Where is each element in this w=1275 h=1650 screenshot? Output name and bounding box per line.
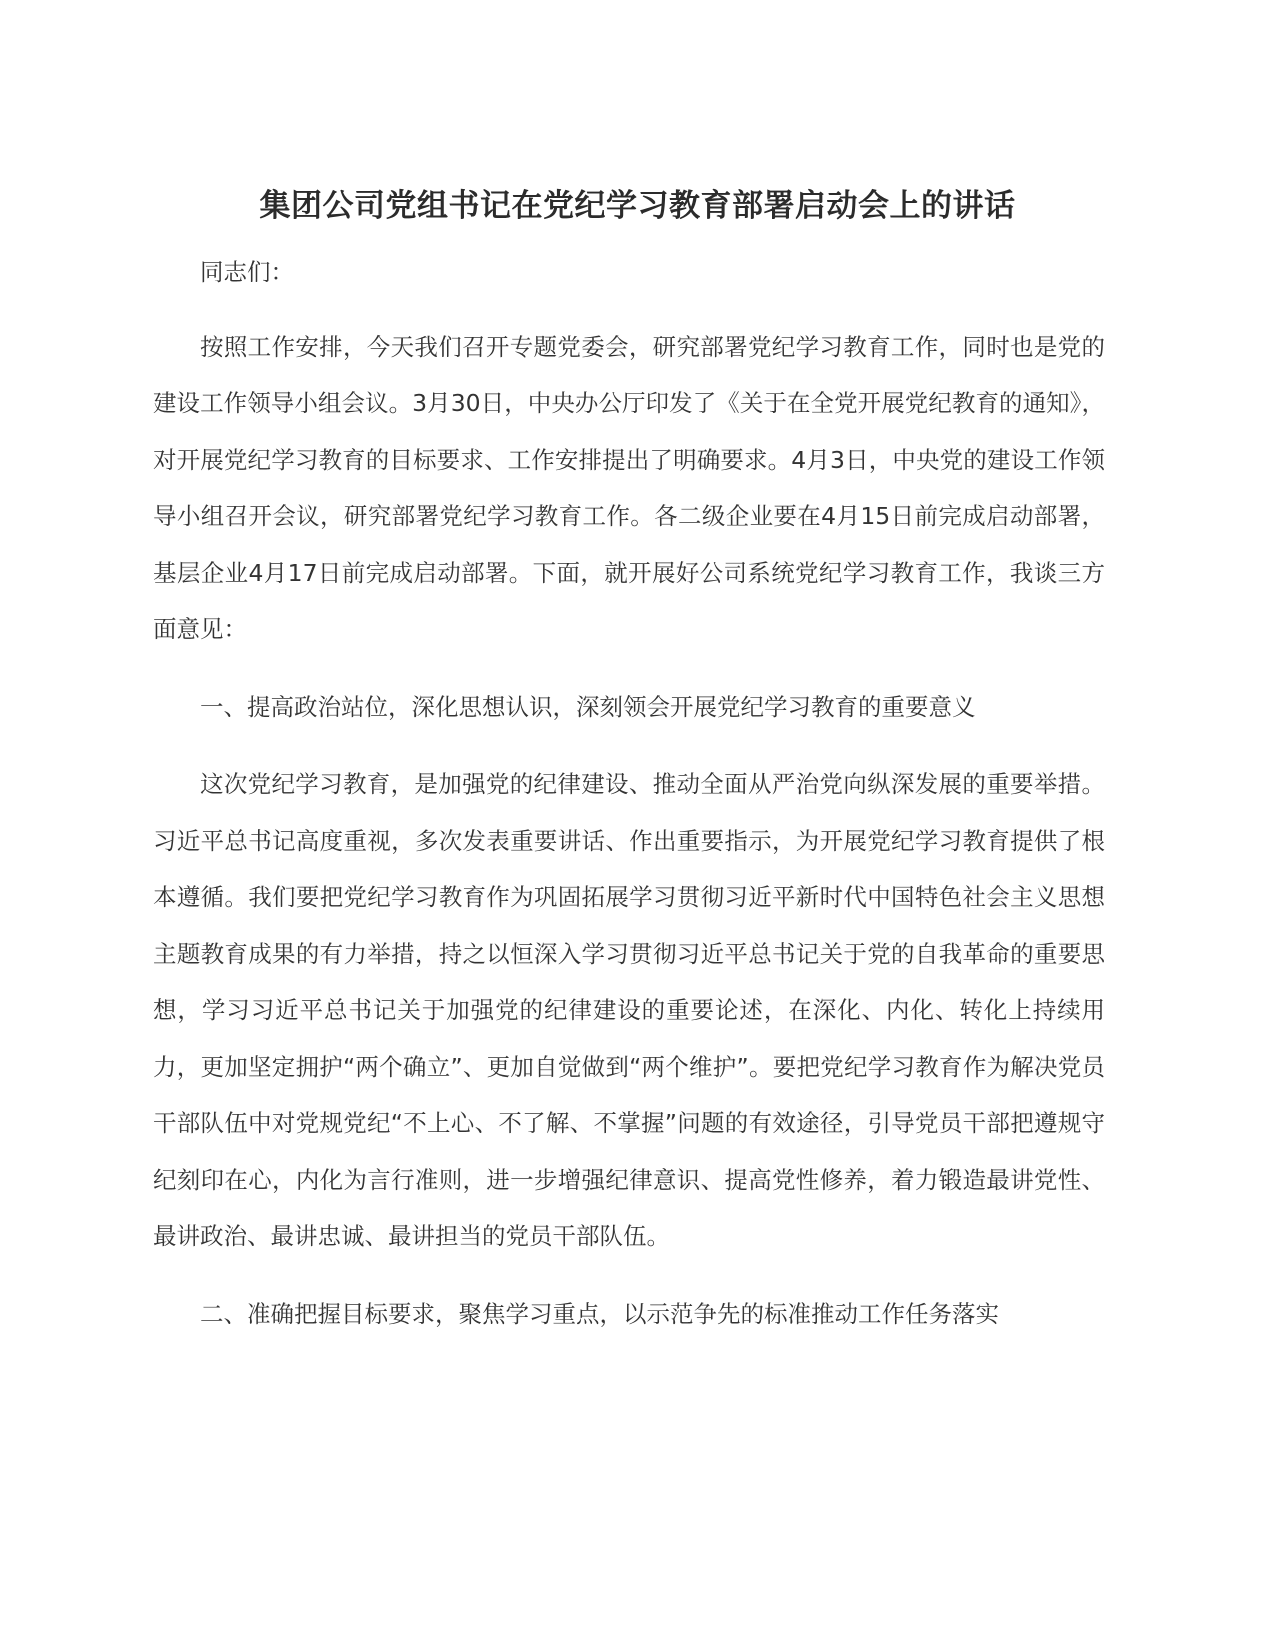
document-title: 集团公司党组书记在党纪学习教育部署启动会上的讲话 (259, 188, 1016, 224)
section-heading-2: 二、准确把握目标要求，聚焦学习重点，以示范争先的标准推动工作任务落实 (200, 1299, 999, 1328)
greeting: 同志们： (200, 258, 294, 286)
section-heading-1: 一、提高政治站位，深化思想认识，深刻领会开展党纪学习教育的重要意义 (200, 692, 976, 721)
paragraph-intro: 按照工作安排，今天我们召开专题党委会，研究部署党纪学习教育工作，同时也是党的建设工作领导小组会议。3月30日，中央办公厅印发了《关于在全党开展党纪教育的通知》，对开展党纪学习教育的目标要求、工作安排提出了明确要求。4月3日，中央党的建设工作领导小组召开会议，研究部署党纪学习教育工作。各二级企业要在4月15日前完成启动部署，基层企业4月17日前完成启动部署。下面，就开展好公司系统党纪学习教育工作，我谈三方面意见： (153, 332, 1105, 643)
document-body (153, 244, 1105, 1363)
paragraph-significance: 这次党纪学习教育，是加强党的纪律建设、推动全面从严治党向纵深发展的重要举措。习近平总书记高度重视，多次发表重要讲话、作出重要指示，为开展党纪学习教育提供了根本遵循。我们要把党纪学习教育作为巩固拓展学习贯彻习近平新时代中国特色社会主义思想主题教育成果的有力举措，持之以恒深入学习贯彻习近平总书记关于党的自我革命的重要思想，学习习近平总书记关于加强党的纪律建设的重要论述，在深化、内化、转化上持续用力，更加坚定拥护“两个确立”、更加自觉做到“两个维护”。要把党纪学习教育作为解决党员干部队伍中对党规党纪“不上心、不了解、不掌握”问题的有效途径，引导党员干部把遵规守纪刻印在心，内化为言行准则，进一步增强纪律意识、提高党性修养，着力锻造最讲党性、最讲政治、最讲忠诚、最讲担当的党员干部队伍。 (153, 770, 1105, 1250)
